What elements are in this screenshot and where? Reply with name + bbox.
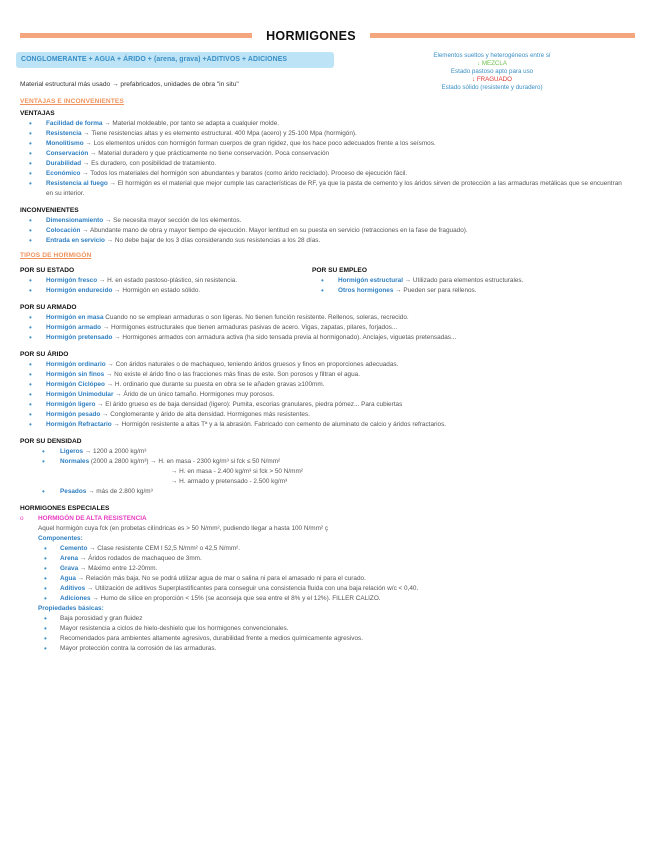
list-item: • Hormigón Ciclópeo → H. ordinario que durante su puesta en obra se le añaden gravas ≥100mm. [20,380,630,390]
list-item: • Baja porosidad y gran fluidez [20,614,630,624]
componentes-title: Componentes: [38,535,83,542]
estado-empleo-columns [20,264,630,296]
empleo-title: POR SU EMPLEO [312,267,367,274]
list-item: • Hormigón en masa Cuando no se emplean armaduras o son ligeras. No tienen función resistente. Rellenos, soleras, recrecido. [20,313,630,323]
intro-text: Material estructural más usado → prefabricados, unidades de obra "in situ" [20,81,239,88]
list-item: • Facilidad de forma → Material moldeable, por tanto se adapta a cualquier molde. [20,119,630,129]
list-item: • Durabilidad → Es duradero, con posibilidad de tratamiento. [20,159,630,169]
document-body [20,97,630,654]
list-item: • Pesados → más de 2.800 kg/m³ [20,487,630,497]
list-item: • Hormigón ordinario → Con áridos naturales o de machaqueo, teniendo áridos gruesos y finos en proporciones adecuadas. [20,360,630,370]
list-item: • Grava → Máximo entre 12-20mm. [20,564,630,574]
list-item: • Arena → Áridos rodados de machaqueo de 3mm. [20,554,630,564]
list-item: • Hormigón endurecido → Hormigón en estado sólido. [20,286,312,296]
list-item: • Aditivos → Utilización de aditivos Superplastificantes para conseguir una consistencia fluida con una baja relación w/c < 0,40. [20,584,630,594]
process-line-5: Estado sólido (resistente y duradero) [441,84,543,91]
arido-list [20,360,630,430]
process-line-4: ↓ FRAGUADO [472,76,512,83]
arido-title: POR SU ÁRIDO [20,351,69,358]
title-rule-right [370,33,635,38]
list-item: • Resistencia al fuego → El hormigón es el material que mejor cumple las características de RF, ya que la pasta de cemento y los áridos sirven de protección a las armaduras metálicas que se encuentran en su interior. [20,179,630,199]
list-item: • Hormigón pretensado → Hormigones armados con armadura activa (ha sido tensada previa al hormigonado). Anclajes, viguetas pretensadas... [20,333,630,343]
propiedades-list [20,614,630,654]
densidad-list [20,447,630,467]
list-item: • Hormigón fresco → H. en estado pastoso-plástico, sin resistencia. [20,276,312,286]
title-rule-left [20,33,252,38]
title-bar [20,29,635,43]
process-note [372,52,612,92]
list-item: • Monolitismo → Los elementos unidos con hormigón forman cuerpos de gran rigidez, que los hace poco adecuados frente a los seísmos. [20,139,630,149]
list-item: • Otros hormigones → Pueden ser para rellenos. [312,286,630,296]
list-item: • Cemento → Clase resistente CEM I 52,5 N/mm² o 42,5 N/mm². [20,544,630,554]
list-item: • Resistencia → Tiene resistencias altas y es elemento estructural. 400 Mpa (acero) y 25-100 Mpa (hormigón). [20,129,630,139]
section-title-tipos: TIPOS DE HORMIGÓN [20,252,92,259]
alta-resistencia-desc: Aquel hormigón cuya fck (en probetas cilíndricas es > 50 N/mm², pudiendo llegar a hasta 100 N/mm² ç [38,525,329,532]
alta-resistencia-title: o HORMIGÓN DE ALTA RESISTENCIA [20,514,630,524]
normales-line-2: → H. en masa - 2.400 kg/m³ si fck > 50 N/mm² [171,468,303,475]
inconvenientes-list [20,216,630,246]
ventajas-title: VENTAJAS [20,110,55,117]
list-item: • Hormigón pesado → Conglomerante y árido de alta densidad. Hormigones más resistentes. [20,410,630,420]
normales-line-3: → H. armado y pretensado - 2.500 kg/m³ [171,478,288,485]
process-line-3: Estado pastoso apto para uso [450,68,534,75]
especiales-title: HORMIGONES ESPECIALES [20,505,110,512]
estado-list [20,276,312,296]
list-item: • Mayor protección contra la corrosión de las armaduras. [20,644,630,654]
process-line-1: Elementos sueltos y heterogéneos entre sí [433,52,551,59]
page-title: HORMIGONES [266,29,356,43]
formula-box: CONGLOMERANTE + AGUA + ÁRIDO + (arena, grava) +ADITIVOS + ADICIONES [16,52,334,68]
list-item: • Dimensionamiento → Se necesita mayor sección de los elementos. [20,216,630,226]
list-item: • Hormigón ligero → El árido grueso es de baja densidad (ligero): Pumita, escorias granulares, piedra pómez... Para cubiertas [20,400,630,410]
densidad-title: POR SU DENSIDAD [20,438,82,445]
list-item: • Hormigón sin finos → No existe el árido fino o las fracciones más finas de este. Son porosos y filtran el agua. [20,370,630,380]
list-item: • Normales (2000 a 2800 kg/m³) → H. en masa - 2300 kg/m³ si fck ≤ 50 N/mm² [20,457,630,467]
empleo-column [312,264,630,296]
process-line-2: ↓ MEZCLA [477,60,507,67]
densidad-list-pesados [20,487,630,497]
estado-column [20,264,312,296]
list-item: • Colocación → Abundante mano de obra y mayor tiempo de ejecución. Mayor lentitud en su puesta en servicio (retracciones en la fase de fraguado). [20,226,630,236]
list-item: • Hormigón Unimodular → Árido de un único tamaño. Hormigones muy porosos. [20,390,630,400]
list-item: • Recomendados para ambientes altamente agresivos, durabilidad frente a medios químicamente agresivos. [20,634,630,644]
ventajas-list [20,119,630,199]
inconvenientes-title: INCONVENIENTES [20,207,79,214]
propiedades-title: Propiedades básicas: [38,605,104,612]
list-item: • Hormigón estructural → Utilizado para elementos estructurales. [312,276,630,286]
componentes-list [20,544,630,604]
list-item: • Adiciones → Humo de sílice en proporción < 15% (se aconseja que sea entre el 8% y el 12%). FILLER CALIZO. [20,594,630,604]
list-item: • Ligeros → 1200 a 2000 kg/m³ [20,447,630,457]
empleo-list [312,276,630,296]
list-item: • Hormigón armado → Hormigones estructurales que tienen armaduras pasivas de acero. Vigas, zapatas, pilares, forjados... [20,323,630,333]
list-item: • Hormigón Refractario → Hormigón resistente a altas Tª y a la abrasión. Fabricado con cemento de aluminato de calcio y áridos refractarios. [20,420,630,430]
list-item: • Agua → Relación más baja. No se podrá utilizar agua de mar o salina ni para el amasado ni para el curado. [20,574,630,584]
section-title-ventajas: VENTAJAS E INCONVENIENTES [20,98,124,105]
armado-list [20,313,630,343]
list-item: • Económico → Todos los materiales del hormigón son abundantes y baratos (como árido reciclado). Proceso de ejecución fácil. [20,169,630,179]
list-item: • Mayor resistencia a ciclos de hielo-deshielo que los hormigones convencionales. [20,624,630,634]
list-item: • Conservación → Material duradero y que prácticamente no tiene conservación. Poca conservación [20,149,630,159]
list-item: • Entrada en servicio → No debe bajar de los 3 días considerando sus resistencias a los 28 días. [20,236,630,246]
armado-title: POR SU ARMADO [20,304,77,311]
estado-title: POR SU ESTADO [20,267,75,274]
